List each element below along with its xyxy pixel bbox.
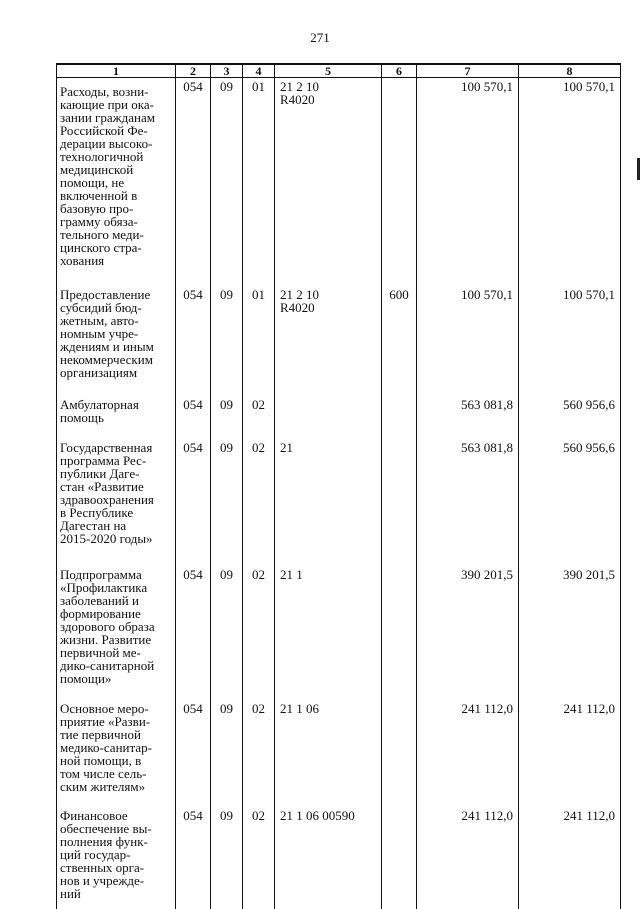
row-name: Амбулаторная помощь: [57, 391, 176, 434]
row-ministry-code: 054: [176, 281, 211, 391]
row-expense-type: [382, 561, 417, 695]
row-ministry-code: 054: [176, 802, 211, 909]
row-ministry-code: 054: [176, 391, 211, 434]
table-row: [57, 802, 621, 909]
row-name: Финансовое обеспечение вы- полнения функ- ций государ- ственных орга- нов и учрежде- ний: [57, 802, 176, 909]
col-header-5: 5: [275, 64, 382, 78]
row-expense-type: 600: [382, 281, 417, 391]
budget-table: [56, 63, 621, 909]
row-target-code: 21: [275, 434, 382, 561]
row-ministry-code: 054: [176, 434, 211, 561]
row-amount-2: 100 570,1: [519, 281, 621, 391]
row-amount-1: 100 570,1: [417, 281, 519, 391]
row-section: 09: [211, 391, 243, 434]
table-row: [57, 281, 621, 391]
row-section: 09: [211, 561, 243, 695]
row-subsection: 01: [243, 281, 275, 391]
row-amount-2: 241 112,0: [519, 695, 621, 802]
table-row: [57, 391, 621, 434]
row-amount-1: 100 570,1: [417, 78, 519, 282]
col-header-6: 6: [382, 64, 417, 78]
row-expense-type: [382, 78, 417, 282]
row-ministry-code: 054: [176, 561, 211, 695]
row-target-code: 21 2 10 R4020: [275, 281, 382, 391]
row-name: Расходы, возни- кающие при ока- зании гражданам Российской Фе- дерации высоко- технологичной медицинской помощи, не включенной в базовую про- грамму обяза- тельного меди- цинского стра- хования: [57, 78, 176, 282]
col-header-1: 1: [57, 64, 176, 78]
row-amount-2: 560 956,6: [519, 434, 621, 561]
row-amount-1: 241 112,0: [417, 802, 519, 909]
row-expense-type: [382, 802, 417, 909]
col-header-4: 4: [243, 64, 275, 78]
header-row: [57, 64, 621, 78]
row-section: 09: [211, 434, 243, 561]
row-name: Подпрограмма «Профилактика заболеваний и формирование здорового образа жизни. Развитие первичной ме- дико-санитарной помощи»: [57, 561, 176, 695]
table-row: [57, 78, 621, 282]
row-name: Основное меро- приятие «Разви- тие первичной медико-санитар- ной помощи, в том числе сель- ским жителям»: [57, 695, 176, 802]
col-header-8: 8: [519, 64, 621, 78]
row-subsection: 02: [243, 391, 275, 434]
row-target-code: 21 1 06 00590: [275, 802, 382, 909]
row-subsection: 02: [243, 434, 275, 561]
row-ministry-code: 054: [176, 78, 211, 282]
col-header-3: 3: [211, 64, 243, 78]
row-target-code: 21 2 10 R4020: [275, 78, 382, 282]
table-row: [57, 434, 621, 561]
row-section: 09: [211, 78, 243, 282]
row-expense-type: [382, 391, 417, 434]
row-name: Предоставление субсидий бюд- жетным, авто- номным учре- ждениям и иным некоммерческим организациям: [57, 281, 176, 391]
row-amount-1: 241 112,0: [417, 695, 519, 802]
row-amount-2: 241 112,0: [519, 802, 621, 909]
row-section: 09: [211, 802, 243, 909]
row-section: 09: [211, 281, 243, 391]
table-row: [57, 695, 621, 802]
page-number: 271: [310, 30, 330, 45]
row-name: Государственная программа Рес- публики Даге- стан «Развитие здравоохранения в Республике Дагестан на 2015-2020 годы»: [57, 434, 176, 561]
row-section: 09: [211, 695, 243, 802]
row-amount-1: 390 201,5: [417, 561, 519, 695]
row-amount-1: 563 081,8: [417, 391, 519, 434]
table-row: [57, 561, 621, 695]
row-target-code: 21 1 06: [275, 695, 382, 802]
row-expense-type: [382, 434, 417, 561]
row-ministry-code: 054: [176, 695, 211, 802]
row-subsection: 01: [243, 78, 275, 282]
row-amount-1: 563 081,8: [417, 434, 519, 561]
row-subsection: 02: [243, 695, 275, 802]
col-header-2: 2: [176, 64, 211, 78]
row-expense-type: [382, 695, 417, 802]
row-target-code: [275, 391, 382, 434]
row-subsection: 02: [243, 802, 275, 909]
row-subsection: 02: [243, 561, 275, 695]
row-amount-2: 560 956,6: [519, 391, 621, 434]
col-header-7: 7: [417, 64, 519, 78]
row-amount-2: 100 570,1: [519, 78, 621, 282]
row-amount-2: 390 201,5: [519, 561, 621, 695]
row-target-code: 21 1: [275, 561, 382, 695]
